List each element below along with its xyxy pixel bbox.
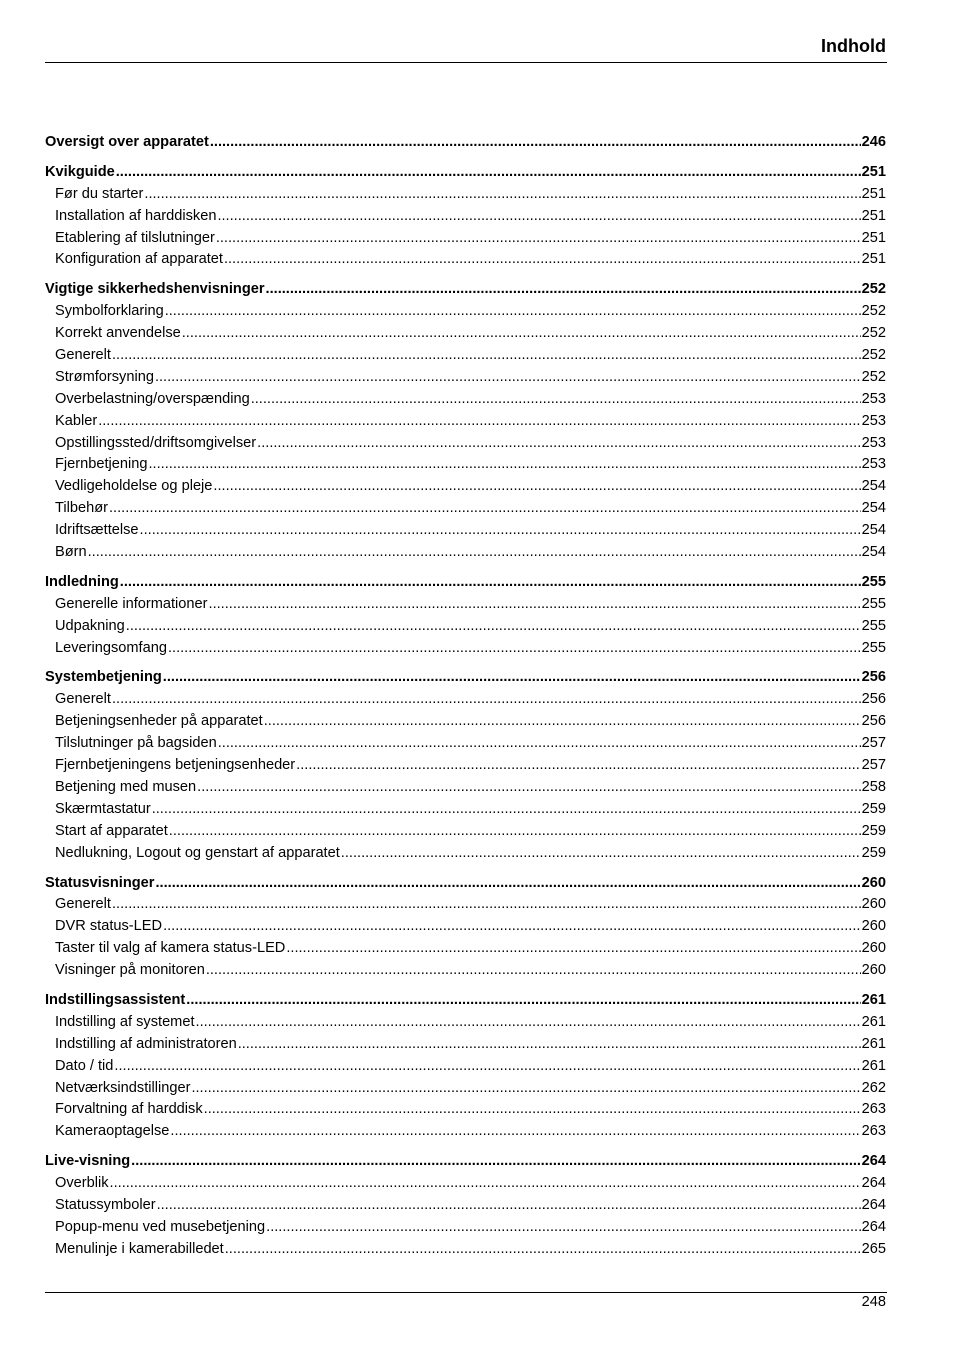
dot-leader [109,498,861,520]
toc-subentry[interactable] [45,594,886,616]
toc-entry-title: Fjernbetjeningens betjeningsenheder [55,757,296,774]
toc-section [45,873,886,982]
toc-entry-title: Indledning [45,573,119,590]
dot-leader [213,476,860,498]
toc-entry-title: Kameraoptagelse [55,1123,170,1140]
toc-entry-title: Visninger på monitoren [55,962,205,979]
toc-entry-page: 260 [861,940,886,957]
toc-section [45,279,886,564]
toc-entry-page: 254 [861,544,886,561]
toc-entry-title: Taster til valg af kamera status-LED [55,940,286,957]
toc-entry-title: Korrekt anvendelse [55,325,181,342]
toc-entry-page: 259 [861,822,886,839]
toc-entry-page: 251 [861,229,886,246]
toc-subentry[interactable] [45,843,886,865]
toc-entry-title: Generelt [55,896,111,913]
dot-leader [88,542,861,564]
toc-subentry[interactable] [45,520,886,542]
toc-section [45,132,886,154]
toc-entry-title: Børn [55,544,87,561]
toc-entry-title: Idriftsættelse [55,522,139,539]
dot-leader [165,301,861,323]
toc-entry-page: 260 [861,918,886,935]
dot-leader [186,990,860,1012]
toc-entry-title: Overbelastning/overspænding [55,390,250,407]
toc-entry-page: 262 [861,1079,886,1096]
toc-entry-title: Strømforsyning [55,368,154,385]
dot-leader [197,777,860,799]
toc-entry-title: Popup-menu ved musebetjening [55,1218,266,1235]
dot-leader [112,345,861,367]
toc-subentry[interactable] [45,711,886,733]
page-number: 248 [861,1294,886,1310]
toc-entry-page: 261 [861,991,886,1008]
toc-subentry[interactable] [45,799,886,821]
toc-entry-page: 264 [861,1218,886,1235]
dot-leader [140,520,861,542]
toc-entry-page: 261 [861,1013,886,1030]
dot-leader [126,616,861,638]
toc-entry-page: 265 [861,1240,886,1257]
dot-leader [170,1121,860,1143]
toc-subentry[interactable] [45,367,886,389]
toc-entry-page: 254 [861,522,886,539]
toc-subentry[interactable] [45,389,886,411]
toc-subentry[interactable] [45,1173,886,1195]
toc-entry-page: 253 [861,412,886,429]
toc-entry-page: 264 [861,1196,886,1213]
toc-entry-page: 260 [861,962,886,979]
dot-leader [257,433,860,455]
toc-entry-page: 264 [861,1153,886,1170]
toc-entry-page: 259 [861,800,886,817]
toc-entry-page: 252 [861,368,886,385]
toc-subentry[interactable] [45,894,886,916]
dot-leader [296,755,860,777]
toc-entry-title: Fjernbetjening [55,456,148,473]
toc-entry-page: 256 [861,669,886,686]
toc-section-heading[interactable] [45,1151,886,1173]
toc-entry-page: 253 [861,434,886,451]
toc-section-heading[interactable] [45,667,886,689]
toc-subentry[interactable] [45,323,886,345]
toc-subentry[interactable] [45,249,886,271]
toc-entry-page: 255 [861,573,886,590]
dot-leader [218,733,861,755]
toc-entry-title: Kabler [55,412,98,429]
toc-subentry[interactable] [45,777,886,799]
toc-entry-title: Statusvisninger [45,874,155,891]
toc-section-heading[interactable] [45,572,886,594]
dot-leader [266,279,861,301]
toc-entry-title: Overblik [55,1175,109,1192]
toc-subentry[interactable] [45,1012,886,1034]
dot-leader [286,938,860,960]
toc-entry-page: 251 [861,251,886,268]
toc-entry-title: Symbolforklaring [55,303,164,320]
toc-entry-page: 251 [861,207,886,224]
toc-section-heading[interactable] [45,873,886,895]
toc-entry-page: 261 [861,1035,886,1052]
toc-entry-title: Indstillingsassistent [45,991,186,1008]
toc-subentry[interactable] [45,206,886,228]
toc-entry-page: 253 [861,456,886,473]
toc-subentry[interactable] [45,1121,886,1143]
toc-entry-page: 263 [861,1101,886,1118]
dot-leader [191,1078,860,1100]
toc-entry-page: 256 [861,713,886,730]
toc-entry-title: Start af apparatet [55,822,168,839]
toc-entry-title: Nedlukning, Logout og genstart af apparatet [55,844,340,861]
toc-subentry[interactable] [45,755,886,777]
dot-leader [204,1099,861,1121]
toc-entry-page: 254 [861,478,886,495]
toc-subentry[interactable] [45,1078,886,1100]
dot-leader [163,916,861,938]
toc-entry-page: 257 [861,757,886,774]
toc-subentry[interactable] [45,1034,886,1056]
toc-entry-title: Dato / tid [55,1057,114,1074]
footer-divider [45,1292,887,1293]
toc-entry-title: Netværksindstillinger [55,1079,191,1096]
toc-subentry[interactable] [45,1195,886,1217]
toc-entry-page: 251 [861,185,886,202]
toc-entry-page: 252 [861,325,886,342]
toc-subentry[interactable] [45,821,886,843]
dot-leader [112,689,861,711]
dot-leader [110,1173,861,1195]
toc-entry-page: 258 [861,778,886,795]
toc-section [45,572,886,660]
toc-entry-title: Indstilling af administratoren [55,1035,237,1052]
dot-leader [98,411,860,433]
toc-entry-title: Menulinje i kamerabilledet [55,1240,224,1257]
dot-leader [144,184,860,206]
toc-entry-title: DVR status-LED [55,918,163,935]
toc-entry-page: 261 [861,1057,886,1074]
dot-leader [157,1195,861,1217]
dot-leader [116,162,861,184]
toc-subentry[interactable] [45,184,886,206]
toc-entry-title: Udpakning [55,617,125,634]
toc-section [45,667,886,864]
toc-entry-title: Vigtige sikkerhedshenvisninger [45,281,265,298]
toc-entry-title: Konfiguration af apparatet [55,251,223,268]
dot-leader [206,960,861,982]
toc-entry-title: Systembetjening [45,669,162,686]
toc-entry-page: 252 [861,281,886,298]
toc-subentry[interactable] [45,689,886,711]
toc-entry-page: 253 [861,390,886,407]
toc-section-heading[interactable] [45,279,886,301]
toc-entry-title: Opstillingssted/driftsomgivelser [55,434,257,451]
toc-entry-page: 252 [861,303,886,320]
dot-leader [155,873,860,895]
toc-entry-title: Tilbehør [55,500,108,517]
dot-leader [182,323,861,345]
toc-entry-page: 257 [861,735,886,752]
toc-entry-page: 252 [861,347,886,364]
toc-entry-page: 255 [861,595,886,612]
toc-subentry[interactable] [45,411,886,433]
toc-subentry[interactable] [45,1217,886,1239]
dot-leader [224,249,861,271]
toc-subentry[interactable] [45,454,886,476]
dot-leader [196,1012,861,1034]
dot-leader [131,1151,860,1173]
toc-subentry[interactable] [45,733,886,755]
toc-entry-page: 263 [861,1123,886,1140]
dot-leader [341,843,861,865]
toc-subentry[interactable] [45,433,886,455]
toc-section-heading[interactable] [45,132,886,154]
dot-leader [112,894,861,916]
toc-entry-page: 254 [861,500,886,517]
toc-entry-title: Etablering af tilslutninger [55,229,215,246]
dot-leader [152,799,861,821]
toc-entry-title: Betjeningsenheder på apparatet [55,713,263,730]
toc-entry-page: 260 [861,874,886,891]
toc-entry-page: 256 [861,691,886,708]
toc-entry-page: 264 [861,1175,886,1192]
toc-entry-title: Skærmtastatur [55,800,151,817]
toc-subentry[interactable] [45,228,886,250]
dot-leader [217,206,860,228]
toc-entry-title: Oversigt over apparatet [45,134,209,150]
dot-leader [149,454,861,476]
dot-leader [238,1034,861,1056]
table-of-contents [45,132,886,1269]
toc-subentry[interactable] [45,476,886,498]
toc-entry-page: 255 [861,639,886,656]
toc-subentry[interactable] [45,1099,886,1121]
toc-subentry[interactable] [45,498,886,520]
dot-leader [169,821,861,843]
toc-subentry[interactable] [45,345,886,367]
toc-entry-title: Tilslutninger på bagsiden [55,735,217,752]
toc-subentry[interactable] [45,542,886,564]
toc-entry-title: Generelle informationer [55,595,208,612]
dot-leader [114,1056,860,1078]
toc-entry-title: Statussymboler [55,1196,156,1213]
toc-entry-title: Installation af harddisken [55,207,217,224]
dot-leader [225,1239,861,1261]
dot-leader [168,638,861,660]
dot-leader [216,228,861,250]
toc-subentry[interactable] [45,616,886,638]
dot-leader [120,572,861,594]
toc-entry-title: Generelt [55,347,111,364]
header-divider [45,62,887,63]
toc-subentry[interactable] [45,960,886,982]
toc-entry-page: 255 [861,617,886,634]
toc-section [45,162,886,271]
dot-leader [155,367,861,389]
dot-leader [209,594,861,616]
toc-subentry[interactable] [45,301,886,323]
dot-leader [264,711,861,733]
toc-entry-page: 246 [861,134,886,150]
toc-entry-page: 260 [861,896,886,913]
toc-subentry[interactable] [45,1239,886,1261]
toc-entry-page: 259 [861,844,886,861]
dot-leader [210,132,861,154]
toc-entry-title: Indstilling af systemet [55,1013,195,1030]
toc-entry-title: Generelt [55,691,111,708]
toc-entry-page: 251 [861,163,886,180]
dot-leader [266,1217,861,1239]
toc-section-heading[interactable] [45,162,886,184]
dot-leader [251,389,861,411]
toc-entry-title: Forvaltning af harddisk [55,1101,203,1118]
toc-section [45,990,886,1143]
page-header-title: Indhold [821,36,886,56]
toc-subentry[interactable] [45,916,886,938]
toc-entry-title: Leveringsomfang [55,639,167,656]
toc-entry-title: Kvikguide [45,163,115,180]
toc-subentry[interactable] [45,638,886,660]
toc-section-heading[interactable] [45,990,886,1012]
toc-subentry[interactable] [45,938,886,960]
toc-entry-title: Live-visning [45,1153,131,1170]
toc-entry-title: Vedligeholdelse og pleje [55,478,213,495]
toc-entry-title: Før du starter [55,185,144,202]
dot-leader [163,667,861,689]
toc-subentry[interactable] [45,1056,886,1078]
toc-section [45,1151,886,1260]
toc-entry-title: Betjening med musen [55,778,197,795]
